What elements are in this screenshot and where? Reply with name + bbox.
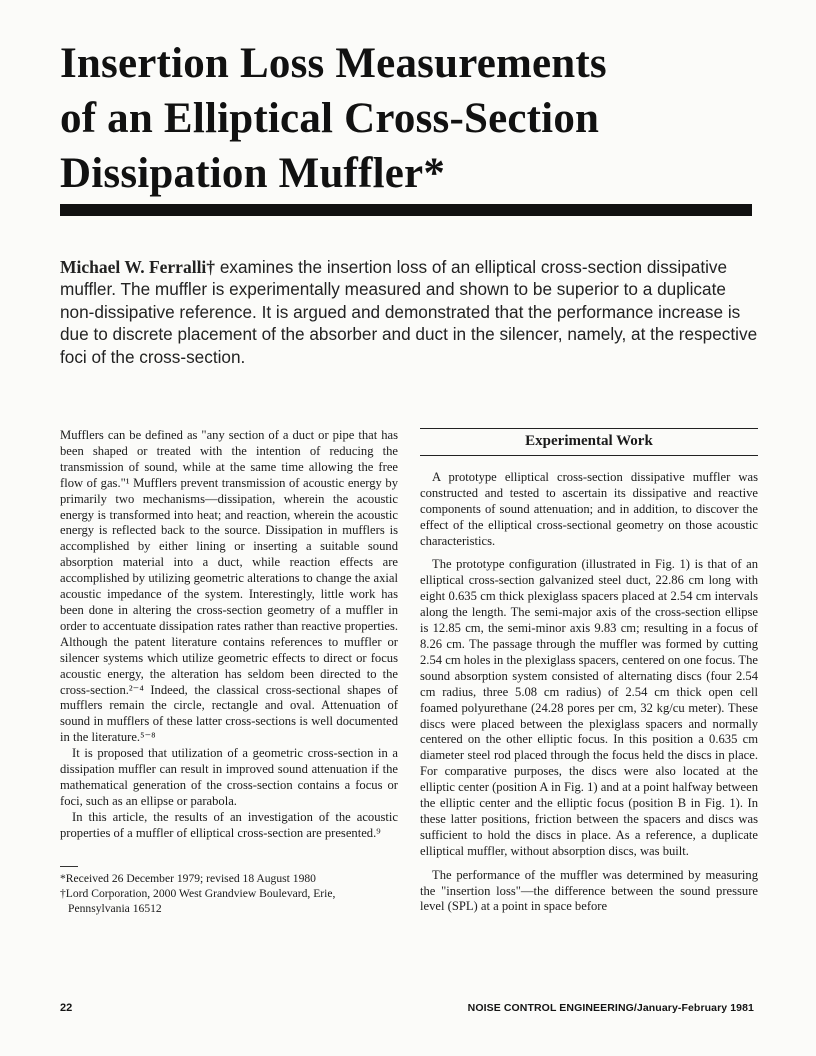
footnotes (60, 871, 398, 916)
title-rule (60, 204, 752, 216)
abstract (60, 256, 760, 368)
author-name: Michael W. Ferralli† (60, 257, 216, 277)
title-line: Insertion Loss Measurements (60, 40, 607, 87)
body-paragraph: The prototype configuration (illustrated in Fig. 1) is that of an elliptical cross-section galvanized steel duct, 22.86 cm long with eight 0.635 cm thick plexiglass spacers placed at 2.54 cm intervals along the length. The semi-major axis of the cross-section ellipse is 12.85 cm, the semi-minor axis 9.83 cm; resulting in a focus of 8.26 cm. The passage through the muffler was formed by cutting 2.54 cm holes in the plexiglass spacers, centered on one focus. The sound absorption system consisted of alternating discs (four 2.54 cm radius, three 5.08 cm radius) of 2.54 cm thick open cell foamed polyurethane (24.28 pores per cm, 32 kg/cu meter). These discs were placed between the plexiglass spacers and normally centered on the other elliptic focus. In this position a 0.635 cm diameter steel rod placed through the focus held the discs in place. For comparative purposes, the discs were also located at the elliptic center (position A in Fig. 1) and at a point halfway between the elliptic center and the elliptic focus (position B in Fig. 1). In these latter positions, friction between the spacers and discs was sufficient to hold the discs in place. As a reference, a duplicate elliptical muffler, without absorption discs, was built. (420, 557, 758, 858)
left-column (60, 428, 398, 916)
right-column (420, 428, 758, 923)
body-paragraph: Mufflers can be defined as "any section of a duct or pipe that has been shaped or treated with the intention of reducing the transmission of sound, while at the same time allowing the free flow of gas."¹ Mufflers prevent transmission of acoustic energy by primarily two mechanisms—dissipation, wherein the acoustic energy is transformed into heat; and reaction, wherein the acoustic energy is reflected back to the source. Dissipation in mufflers is accomplished by either lining or inserting a suitable sound absorption material into a duct, while reaction effects are accomplished by utilizing geometric alterations to change the axial acoustic impedance of the system. Interestingly, little work has been done in altering the cross-section geometry of a muffler in order to accentuate dissipation rates rather than reactive properties. Although the patent literature contains references to muffler or silencer systems which utilize geometric effects to direct or focus acoustic energy, the alteration has seldom been directed to the cross-section.²⁻⁴ Indeed, the classical cross-sectional shapes of mufflers remain the circle, rectangle and oval. Attenuation of sound in mufflers of these latter cross-sections is well documented in the literature.⁵⁻⁸ (60, 428, 398, 745)
body-paragraph: A prototype elliptical cross-section dissipative muffler was constructed and tested to ascertain its dissipative and reactive components of sound attenuation; and in addition, to discover the effect of the elliptical cross-sectional geometry on those acoustic characteristics. (420, 469, 758, 548)
article-title (60, 36, 780, 201)
footnote-received: *Received 26 December 1979; revised 18 August 1980 (60, 871, 316, 885)
title-line: Dissipation Muffler* (60, 150, 446, 197)
footnote-rule (60, 866, 78, 867)
journal-footer: NOISE CONTROL ENGINEERING/January-February 1981 (467, 1002, 754, 1014)
body-paragraph: It is proposed that utilization of a geometric cross-section in a dissipation muffler can result in improved sound attenuation if the mathematical generation of the cross-section contains a focus or foci, such as an ellipse or parabola. (60, 746, 398, 808)
title-line: of an Elliptical Cross-Section (60, 95, 600, 142)
footnote-affiliation: †Lord Corporation, 2000 West Grandview Boulevard, Erie, Pennsylvania 16512 (60, 886, 336, 915)
section-heading: Experimental Work (420, 428, 758, 456)
body-paragraph: In this article, the results of an investigation of the acoustic properties of a muffler of elliptical cross-section are presented.⁹ (60, 809, 398, 840)
body-paragraph: The performance of the muffler was determined by measuring the "insertion loss"—the difference between the sound pressure level (SPL) at a point in space before (420, 867, 758, 914)
page-number: 22 (60, 1002, 73, 1014)
abstract-text: examines the insertion loss of an elliptical cross-section dissipative muffler. The muffler is experimentally measured and shown to be superior to a duplicate non-dissipative reference. It is argued and demonstrated that the performance increase is due to discrete placement of the absorber and duct in the silencer, namely, at the respective foci of the cross-section. (60, 257, 758, 367)
